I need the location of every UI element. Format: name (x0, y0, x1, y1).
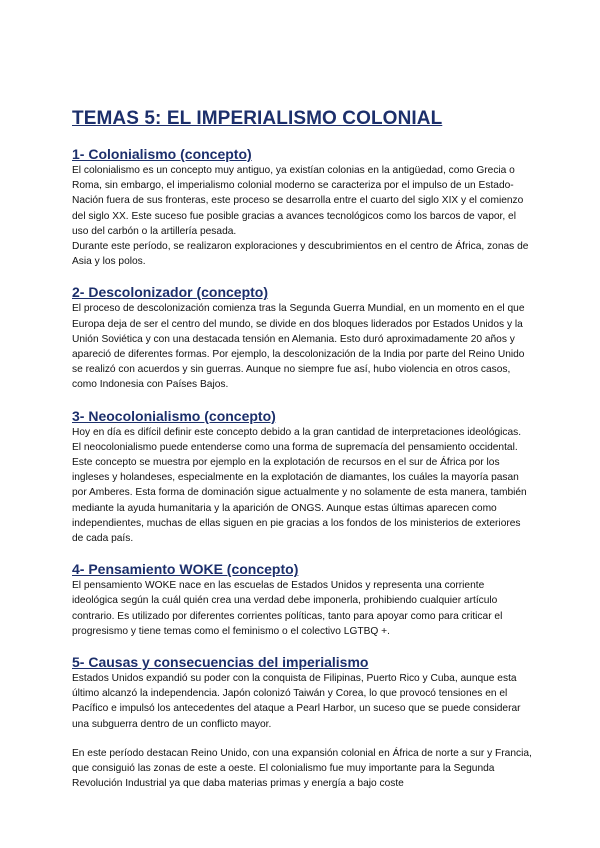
paragraph: Durante este período, se realizaron exploraciones y descubrimientos en el centro de África, zonas de Asia y los polos. (72, 241, 529, 268)
section-heading: 2- Descolonizador (concepto) (72, 284, 269, 301)
section-neocolonialismo (72, 408, 532, 547)
section-causas-consecuencias (72, 654, 532, 791)
section-heading: 4- Pensamiento WOKE (concepto) (72, 561, 299, 578)
section-colonialismo (72, 146, 532, 269)
document-title: TEMAS 5: EL IMPERIALISMO COLONIAL (72, 108, 443, 129)
section-heading: 1- Colonialismo (concepto) (72, 146, 252, 162)
paragraph: Hoy en día es difícil definir este concepto debido a la gran cantidad de interpretaciones ideológicas. El neocolonialismo puede entenderse como una forma de supremacía del pensamiento occidental. Este concepto se muestra por ejemplo en la explotación de recursos en el sur de África por los ingleses y holandeses, especialmente en la explotación de diamantes, los cuáles la mayoría pasan por Amberes. Esta forma de dominación sigue actualmente y no solamente de esta manera, también mediante la ayuda humanitaria y la aparición de ONGS. Aunque estas últimas aparecen como independientes, muchas de ellas siguen en pie gracias a los fondos de los ministerios de exteriores de cada país. (72, 426, 527, 545)
section-descolonizador (72, 284, 532, 392)
paragraph: En este período destacan Reino Unido, con una expansión colonial en África de norte a sur y Francia, que consiguió las zonas de este a oeste. El colonialismo fue muy importante para la Segunda Revolución Industrial ya que daba materias primas y energía a bajo coste (72, 747, 532, 790)
section-pensamiento-woke (72, 561, 532, 639)
paragraph: Estados Unidos expandió su poder con la conquista de Filipinas, Puerto Rico y Cuba, aunque esta último alcanzó la independencia. Japón colonizó Taiwán y Corea, lo que provocó tensiones en el Pacífico e impulsó los antecedentes del ataque a Pearl Harbor, un suceso que se puede considerar una subguerra dentro de un conflicto mayor. (72, 673, 521, 730)
section-heading: 5- Causas y consecuencias del imperialismo (72, 654, 369, 671)
section-heading: 3- Neocolonialismo (concepto) (72, 407, 276, 424)
paragraph: El pensamiento WOKE nace en las escuelas de Estados Unidos y representa una corriente ideológica según la cuál quién crea una verdad debe imponerla, prohibiendo cualquier artículo contrario. Es utilizado por diferentes corrientes políticas, tanto para apoyar como para criticar el progresismo y tiene temas como el feminismo o el colectivo LGTBQ +. (72, 580, 503, 637)
document-page (72, 108, 532, 807)
paragraph: El colonialismo es un concepto muy antiguo, ya existían colonias en la antigüedad, como Grecia o Roma, sin embargo, el imperialismo colonial moderno se caracteriza por el impulso de un Estado-Nación fuera de sus fronteras, este proceso se desarrolla entre el cuarto del siglo XIX y el comienzo del siglo XX. Este suceso fue posible gracias a avances tecnológicos como los barcos de vapor, el uso del carbón o la artillería pesada. (72, 165, 524, 237)
paragraph: El proceso de descolonización comienza tras la Segunda Guerra Mundial, en un momento en el que Europa deja de ser el centro del mundo, se divide en dos bloques liderados por Estados Unidos y la Unión Soviética y con una destacada tensión en Alemania. Esto duró aproximadamente 20 años y apareció de diferentes formas. Por ejemplo, la descolonización de la India por parte del Reino Unido se realizó con acuerdos y sin guerras. Aunque no siempre fue así, hubo violencia en otros casos, como Indonesia con Países Bajos. (72, 303, 525, 391)
